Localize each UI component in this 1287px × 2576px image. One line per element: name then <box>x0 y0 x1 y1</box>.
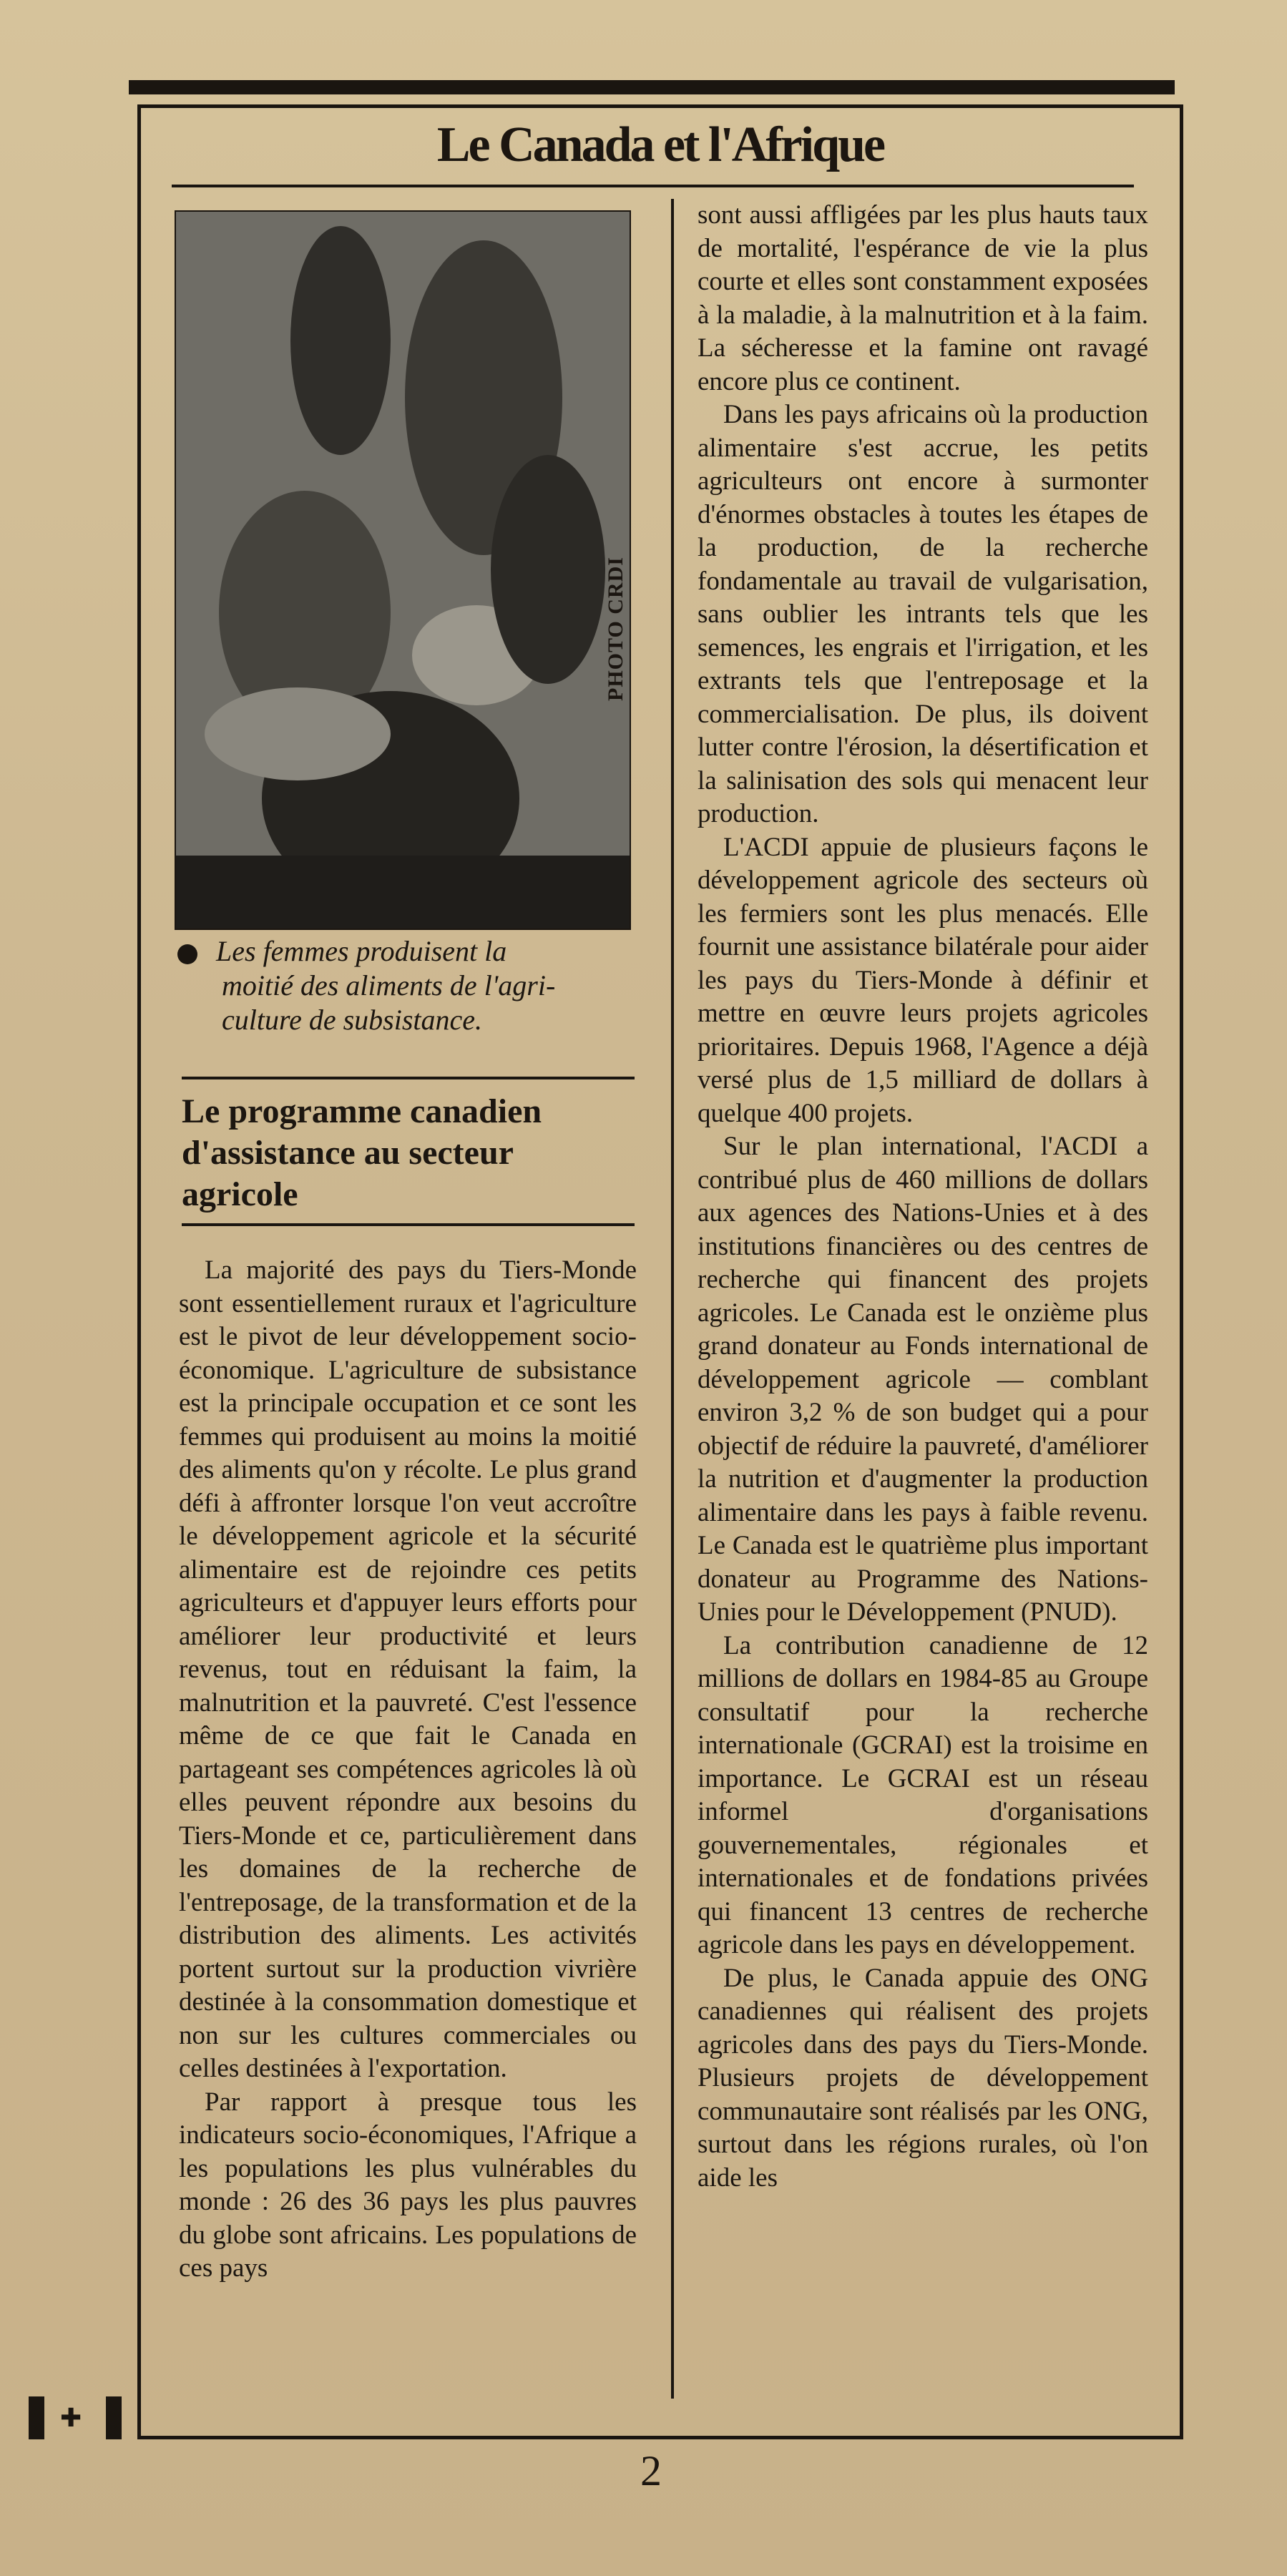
headline-line-1: Le programme canadien <box>182 1092 542 1130</box>
canada-flag-icon <box>29 2396 125 2439</box>
column-divider <box>671 199 674 2399</box>
paragraph: La majorité des pays du Tiers-Monde sont essentiellement ruraux et l'agriculture est le pivot de leur développement socio-économique. L'agriculture de subsistance est la principale occupation et ce sont les femmes qui produisent au moins la moitié des aliments qu'on y récolte. Le plus grand défi à affronter lorsque l'on veut accroître le développement agricole et la sécurité alimentaire est de rejoindre ces petits agriculteurs et d'appuyer leurs efforts pour améliorer leur productivité et leurs revenus, tout en réduisant la faim, la malnutrition et la pauvreté. C'est l'essence même de ce que fait le Canada en partageant ses compétences agricoles là où elles peuvent répondre aux besoins du Tiers-Monde et ce, particulièrement dans les domaines de la recherche de l'entreposage, de la transformation et de la distribution des aliments. Les activités portent surtout sur la production vivrière destinée à la consommation domestique et non sur les cultures commerciales ou celles destinées à l'exportation. <box>179 1255 637 2083</box>
paragraph: Par rapport à presque tous les indicateurs socio-économiques, l'Afrique a les populations les plus vulnérables du monde : 26 des 36 pays les plus pauvres du globe sont africains. Les populations de ces pays <box>179 2087 637 2283</box>
women-farming-photo <box>175 210 631 930</box>
caption-line-2: moitié des aliments de l'agri- <box>222 969 556 1001</box>
top-rule <box>129 80 1175 94</box>
paragraph: Sur le plan international, l'ACDI a contribué plus de 460 millions de dollars aux agences des Nations-Unies et à des institutions financières ou des centres de recherche qui financent des projets agricoles. Le Canada est le onzième plus grand donateur au Fonds international de développement agricole — comblant environ 3,2 % de son budget qui a pour objectif de réduire la pauvreté, d'améliorer la nutrition et d'augmenter la production alimentaire dans les pays à faible revenu. Le Canada est le quatrième plus important donateur au Programme des Nations-Unies pour le Développement (PNUD). <box>698 1132 1148 1627</box>
masthead-rule <box>172 185 1134 187</box>
headline-line-2: d'assistance au secteur <box>182 1134 514 1172</box>
maple-leaf-icon: ✚ <box>60 2404 82 2432</box>
photo-credit: PHOTO CRDI <box>604 557 627 701</box>
paragraph: L'ACDI appuie de plusieurs façons le développement agricole des secteurs où les fermiers sont les plus menacés. Elle fournit une assistance bilatérale pour aider les pays du Tiers-Monde à définir et mettre en œuvre leurs projets agricoles prioritaires. Depuis 1968, l'Agence a déjà versé plus de 1,5 milliard de dollars à quelque 400 projets. <box>698 832 1148 1128</box>
paragraph: Dans les pays africains où la production alimentaire s'est accrue, les petits agriculteurs ont encore à surmonter d'énormes obstacles à toutes les étapes de la production, de la recherche fondamentale au travail de vulgarisation, sans oublier les intrants tels que les semences, les engrais et l'irrigation, et les extrants tels que l'entreposage et la commercialisation. De plus, ils doivent lutter contre l'érosion, la désertification et la salinisation des sols qui menacent leur production. <box>698 400 1148 828</box>
photo-caption <box>177 934 635 1037</box>
bullet-icon <box>177 944 197 964</box>
paragraph: La contribution canadienne de 12 millions de dollars en 1984-85 au Groupe consultatif pour la recherche internationale (GCRAI) est la troisime en importance. Le GCRAI est un réseau informel d'organisations gouvernementales, régionales et internationales et de fondations privées qui financent 13 centres de recherche agricole dans les pays en développement. <box>698 1630 1148 1959</box>
paragraph: De plus, le Canada appuie des ONG canadiennes qui réalisent des projets agricoles dans des pays du Tiers-Monde. Plusieurs projets de développement communautaire sont réalisés par les ONG, surtout dans les régions rurales, où l'on aide les <box>698 1963 1148 2193</box>
headline-top-rule <box>182 1077 635 1079</box>
caption-line-1 <box>177 934 635 969</box>
flag-bar-left <box>29 2396 44 2439</box>
right-column <box>698 199 1148 2195</box>
masthead-title: Le Canada et l'Afrique <box>436 117 884 172</box>
caption-line-3: culture de subsistance. <box>222 1004 483 1036</box>
flag-bar-right <box>106 2396 122 2439</box>
page-number: 2 <box>640 2447 662 2494</box>
headline-line-3: agricole <box>182 1175 298 1213</box>
photo-illustration <box>176 212 630 929</box>
paragraph: sont aussi affligées par les plus hauts taux de mortalité, l'espérance de vie la plus courte et elles sont constamment exposées à la maladie, à la malnutrition et à la faim. La sécheresse et la famine ont ravagé encore plus ce continent. <box>698 200 1148 396</box>
left-column <box>179 1254 637 2286</box>
article-headline <box>182 1091 640 1215</box>
headline-bottom-rule <box>182 1223 635 1226</box>
caption-text-1: Les femmes produisent la <box>216 935 507 967</box>
